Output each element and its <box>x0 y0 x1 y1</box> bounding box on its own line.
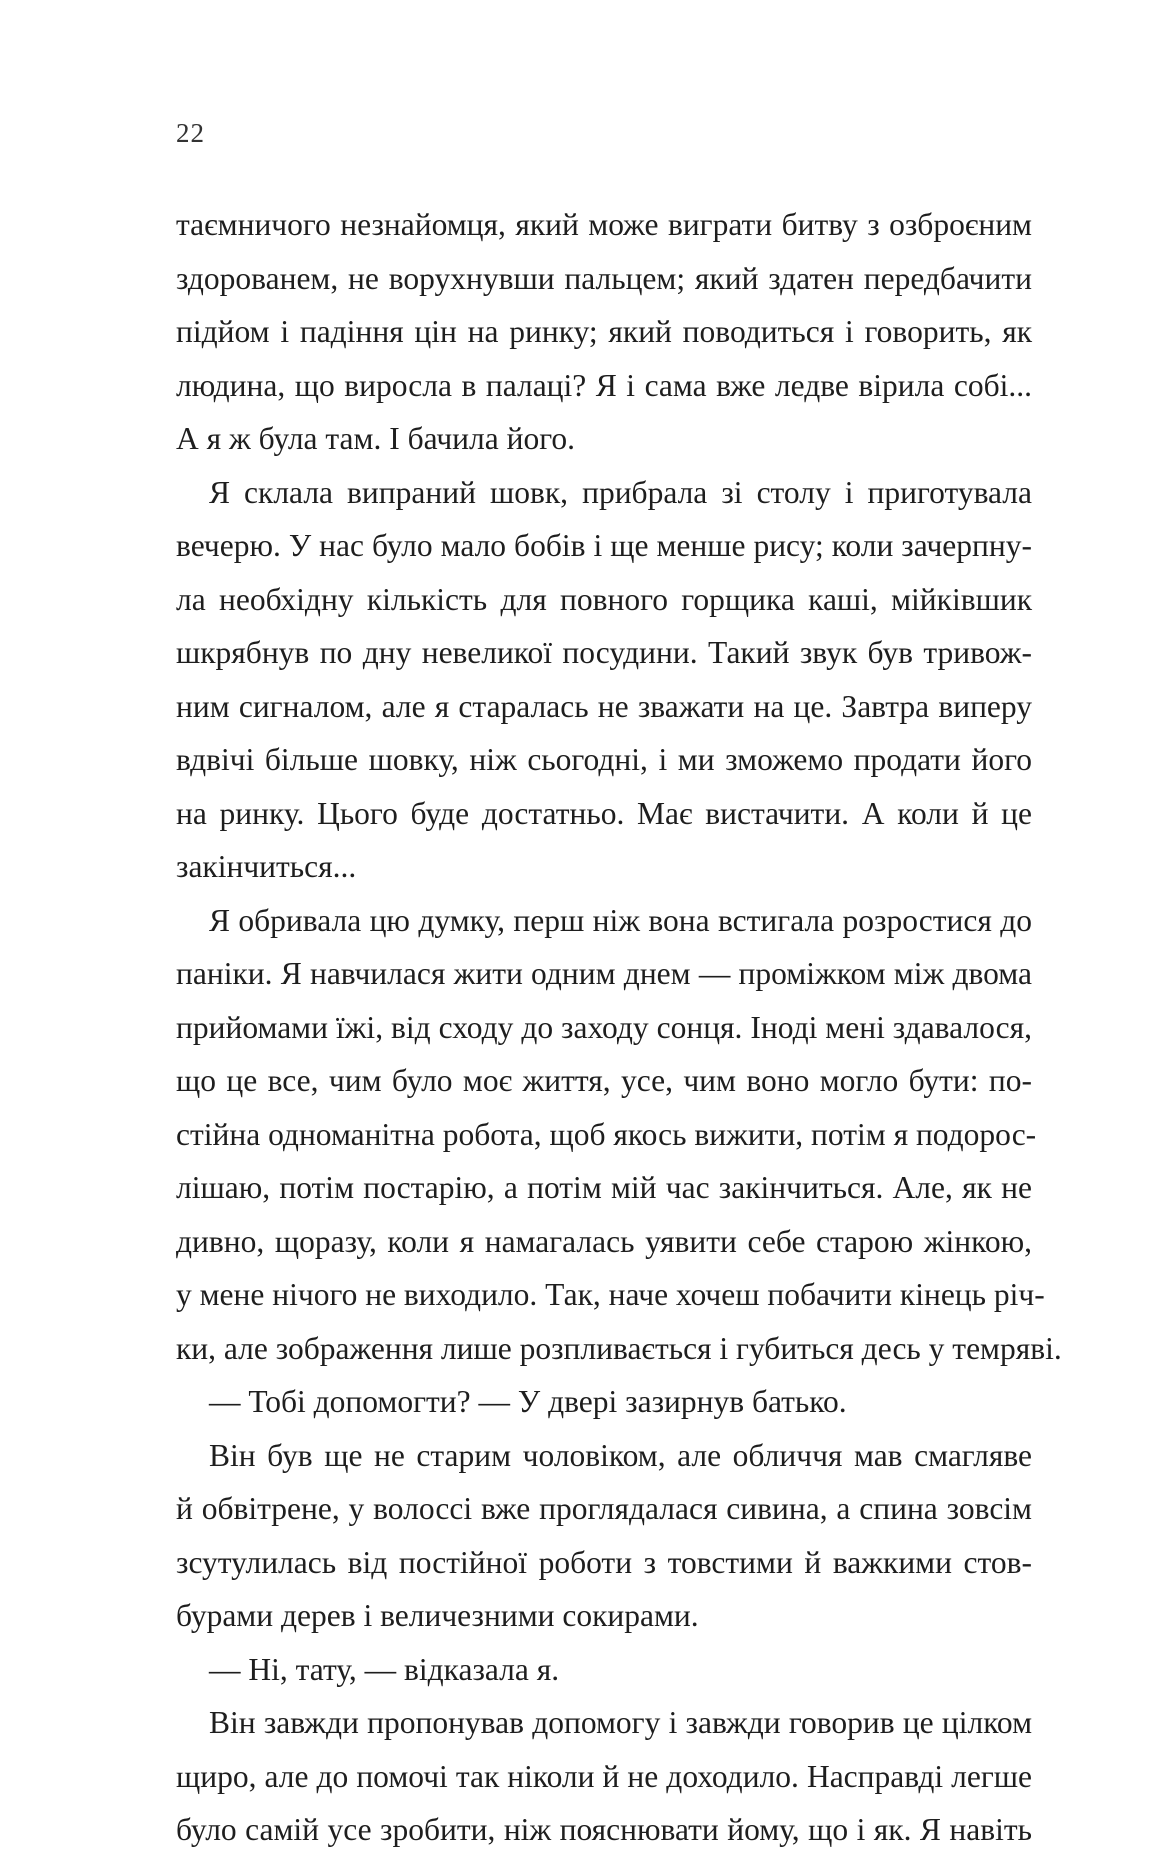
text-line: закінчиться... <box>176 849 357 884</box>
paragraph <box>176 1643 1032 1697</box>
text-line: що це все, чим було моє життя, усе, чим воно могло бути: по- <box>176 1063 1032 1098</box>
paragraph <box>176 198 1032 466</box>
text-line: здорованем, не ворухнувши пальцем; який здатен передбачити <box>176 260 1032 296</box>
text-line: Я склала випраний шовк, прибрала зі столу і приготувала <box>209 474 1032 510</box>
text-line: — Тобі допомогти? — У двері зазирнув батько. <box>209 1384 847 1419</box>
text-line: у мене нічого не виходило. Так, наче хочеш побачити кінець річ- <box>176 1277 1045 1312</box>
text-line: ки, але зображення лише розпливається і губиться десь у темряві. <box>176 1330 1062 1366</box>
paragraph <box>176 1429 1032 1643</box>
text-line: Я обривала цю думку, перш ніж вона встигала розростися до <box>209 902 1032 938</box>
text-line: — Ні, тату, — відказала я. <box>209 1651 560 1687</box>
text-line: прийомами їжі, від сходу до заходу сонця. Іноді мені здавалося, <box>176 1009 1032 1045</box>
text-line: підйом і падіння цін на ринку; який поводиться і говорить, як <box>176 314 1032 349</box>
text-line: Він був ще не старим чоловіком, але обличчя мав смагляве <box>209 1437 1032 1473</box>
text-line: й обвітрене, у волоссі вже проглядалася сивина, а спина зовсім <box>176 1491 1032 1526</box>
text-line: паніки. Я навчилася жити одним днем — проміжком між двома <box>176 956 1032 991</box>
text-line: шкрябнув по дну невеликої посудини. Такий звук був тривож- <box>176 635 1032 670</box>
text-line: бурами дерев і величезними сокирами. <box>176 1598 699 1633</box>
text-line: було самій усе зробити, ніж пояснювати йому, що і як. Я навіть <box>176 1812 1032 1847</box>
text-line: А я ж була там. І бачила його. <box>176 421 575 456</box>
text-line: лішаю, потім постарію, а потім мій час закінчиться. Але, як не <box>176 1170 1032 1205</box>
text-line: на ринку. Цього буде достатньо. Має вистачити. А коли й це <box>176 795 1032 831</box>
body-text <box>176 198 1062 1857</box>
page-number: 22 <box>176 118 205 148</box>
paragraph <box>176 1375 1032 1429</box>
text-line: вдвічі більше шовку, ніж сьогодні, і ми зможемо продати його <box>176 742 1032 777</box>
text-line: ним сигналом, але я старалась не зважати на це. Завтра виперу <box>176 688 1032 724</box>
text-line: дивно, щоразу, коли я намагалась уявити себе старою жінкою, <box>176 1223 1032 1259</box>
text-line: зсутулилась від постійної роботи з товстими й важкими стов- <box>176 1544 1032 1580</box>
text-line: стійна одноманітна робота, щоб якось вижити, потім я подорос- <box>176 1116 1037 1152</box>
paragraph <box>176 1696 1032 1857</box>
text-line: вечерю. У нас було мало бобів і ще менше рису; коли зачерпну- <box>176 528 1032 563</box>
text-line: таємничого незнайомця, який може виграти битву з озброєним <box>176 207 1032 242</box>
text-line: людина, що виросла в палаці? Я і сама вже ледве вірила собі... <box>176 367 1032 403</box>
paragraph <box>176 894 1062 1376</box>
paragraph <box>176 466 1032 894</box>
text-line: Він завжди пропонував допомогу і завжди говорив це цілком <box>209 1705 1032 1740</box>
text-line: ла необхідну кількість для повного горщика каші, мійківшик <box>176 581 1032 617</box>
text-line: щиро, але до помочі так ніколи й не доходило. Насправді легше <box>176 1758 1032 1794</box>
